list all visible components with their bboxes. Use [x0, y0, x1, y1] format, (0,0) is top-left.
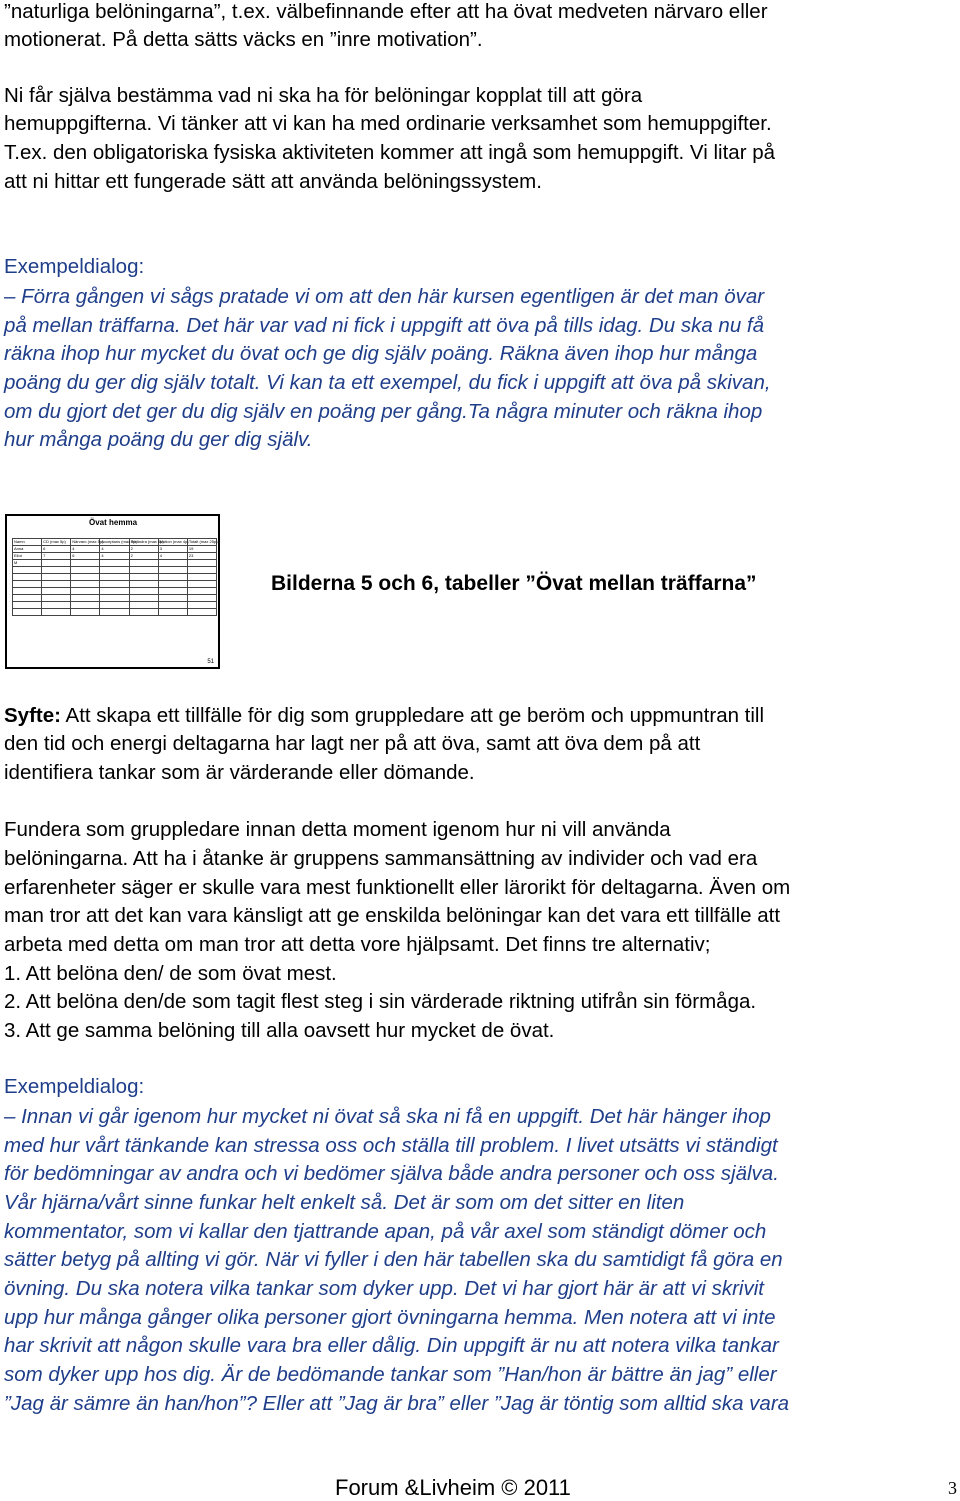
header-cell: Närvaro (max 5p): [72, 539, 104, 544]
dialog-heading: Exempeldialog:: [4, 1075, 145, 1098]
cell: 2: [129, 546, 158, 553]
dialog-line: poäng du ger dig själv totalt. Vi kan ta ett exempel, du fick i uppgift att öva på skivan,: [4, 371, 771, 394]
list-item: 1. Att belöna den/ de som övat mest.: [4, 962, 337, 985]
text-line: den tid och energi deltagarna har lagt ner på att öva, samt att öva dem på att: [4, 732, 701, 755]
text-line: belöningarna. Att ha i åtanke är gruppens sammansättning av individer och vad era: [4, 847, 758, 870]
dialog-line: har skrivit att någon skulle vara bra eller dålig. Din uppgift är nu att notera vilka tankar: [4, 1334, 779, 1357]
cell: 19: [187, 546, 216, 553]
cell: Eliot: [13, 553, 42, 560]
thumbnail-title: Övat hemma: [89, 518, 138, 527]
cell: Anna: [13, 546, 42, 553]
table-row: [13, 581, 217, 588]
text-line: Ni får själva bestämma vad ni ska ha för belöningar kopplat till att göra: [4, 84, 643, 107]
syfte-line: [4, 702, 764, 730]
thumbnail-page-number: 51: [207, 659, 214, 665]
header-cell: Motion (max 4p): [159, 539, 189, 544]
table-row: [13, 567, 217, 574]
dialog-line: ”Jag är sämre än han/hon”? Eller att ”Jag är bra” eller ”Jag är töntig som alltid ska vara: [4, 1392, 790, 1415]
cell: [42, 560, 71, 567]
header-cell: CD (max 5p): [42, 539, 71, 546]
header-cell: Namn: [13, 539, 42, 546]
text-line: hemuppgifterna. Vi tänker att vi kan ha med ordinarie verksamhet som hemuppgifter.: [4, 112, 772, 135]
cell: 2: [129, 553, 158, 560]
list-item: 3. Att ge samma belöning till alla oavsett hur mycket de övat.: [4, 1019, 555, 1042]
syfte-label: Syfte:: [4, 704, 61, 727]
dialog-line: – Innan vi går igenom hur mycket ni övat så ska ni få en uppgift. Det här hänger ihop: [4, 1105, 771, 1128]
cell: 3: [158, 546, 187, 553]
table-row: [13, 595, 217, 602]
thumbnail-table: [12, 538, 217, 616]
dialog-line: med hur vårt tänkande kan stressa oss och ställa till problem. I livet utsätts vi ständigt: [4, 1134, 778, 1157]
text-line: man tror att det kan vara känsligt att ge enskilda belöningar kan det vara ett tillfälle att: [4, 904, 781, 927]
dialog-line: upp hur många gånger olika personer gjort övningarna hemma. Men notera att vi inte: [4, 1306, 776, 1329]
dialog-line: hur många poäng du ger dig själv.: [4, 428, 313, 451]
page-number: 3: [948, 1478, 957, 1498]
text-line: identifiera tankar som är värderande eller dömande.: [4, 761, 475, 784]
text-line: motionerat. På detta sätts väcks en ”inre motivation”.: [4, 28, 483, 51]
cell: M: [13, 560, 42, 567]
dialog-line: räkna ihop hur mycket du övat och ge dig själv poäng. Räkna även ihop hur många: [4, 342, 758, 365]
cell: 4: [100, 553, 129, 560]
cell: 6: [71, 553, 100, 560]
table-row: [13, 602, 217, 609]
header-cell: Totalt (max 25p): [188, 539, 218, 544]
dialog-line: för bedömningar av andra och vi bedömer själva både andra personer och oss själva.: [4, 1162, 779, 1185]
syfte-text: Att skapa ett tillfälle för dig som gruppledare att ge beröm och uppmuntran till: [60, 704, 765, 727]
table-thumbnail: [5, 514, 220, 669]
figure-caption: Bilderna 5 och 6, tabeller ”Övat mellan träffarna”: [271, 572, 757, 595]
dialog-line: övning. Du ska notera vilka tankar som dyker upp. Det vi har gjort här är att vi skrivit: [4, 1277, 764, 1300]
cell: [129, 560, 158, 567]
header-cell: Förändra (max 4p): [130, 539, 164, 544]
footer-copyright: Forum &Livheim © 2011: [335, 1475, 571, 1500]
dialog-line: om du gjort det ger du dig själv en poäng per gång.Ta några minuter och räkna ihop: [4, 400, 763, 423]
dialog-line: – Förra gången vi sågs pratade vi om att den här kursen egentligen är det man övar: [4, 285, 765, 308]
table-row: [13, 588, 217, 595]
dialog-line: Vår hjärna/vårt sinne funkar helt enkelt så. Det är som om det sitter en liten: [4, 1191, 685, 1214]
header-cell: Acceptans (max 4p): [101, 539, 137, 544]
text-line: arbeta med detta om man tror att detta vore hjälpsamt. Det finns tre alternativ;: [4, 933, 711, 956]
list-item: 2. Att belöna den/de som tagit flest steg i sin värderade riktning utifrån sin förmåga.: [4, 990, 757, 1013]
table-row: [13, 609, 217, 616]
dialog-line: som dyker upp hos dig. Är de bedömande tankar som ”Han/hon är bättre än jag” eller: [4, 1363, 777, 1386]
dialog-heading: Exempeldialog:: [4, 255, 145, 278]
cell: 4: [158, 553, 187, 560]
cell: 7: [42, 553, 71, 560]
table-header-row: [13, 539, 217, 546]
cell: 6: [42, 546, 71, 553]
text-line: T.ex. den obligatoriska fysiska aktiviteten kommer att ingå som hemuppgift. Vi litar på: [4, 141, 776, 164]
cell: [158, 560, 187, 567]
dialog-line: sätter betyg på allting vi gör. När vi fyller i den här tabellen ska du samtidigt få göra en: [4, 1248, 783, 1271]
dialog-line: kommentator, som vi kallar den tjattrande apan, på vår axel som ständigt dömer och: [4, 1220, 767, 1243]
cell: [100, 560, 129, 567]
cell: [187, 560, 216, 567]
cell: [71, 560, 100, 567]
text-line: Fundera som gruppledare innan detta moment igenom hur ni vill använda: [4, 818, 671, 841]
table-row: [13, 560, 217, 567]
text-line: erfarenheter säger er skulle vara mest funktionellt eller lärorikt för deltagarna. Även om: [4, 876, 791, 899]
cell: 4: [71, 546, 100, 553]
text-line: att ni hittar ett fungerade sätt att använda belöningssystem.: [4, 170, 542, 193]
dialog-line: på mellan träffarna. Det här var vad ni fick i uppgift att öva på tills idag. Du ska nu få: [4, 314, 765, 337]
cell: 23: [187, 553, 216, 560]
table-row: [13, 574, 217, 581]
table-row: [13, 553, 217, 560]
table-row: [13, 546, 217, 553]
cell: 4: [100, 546, 129, 553]
text-line: ”naturliga belöningarna”, t.ex. välbefinnande efter att ha övat medveten närvaro eller: [4, 0, 768, 23]
